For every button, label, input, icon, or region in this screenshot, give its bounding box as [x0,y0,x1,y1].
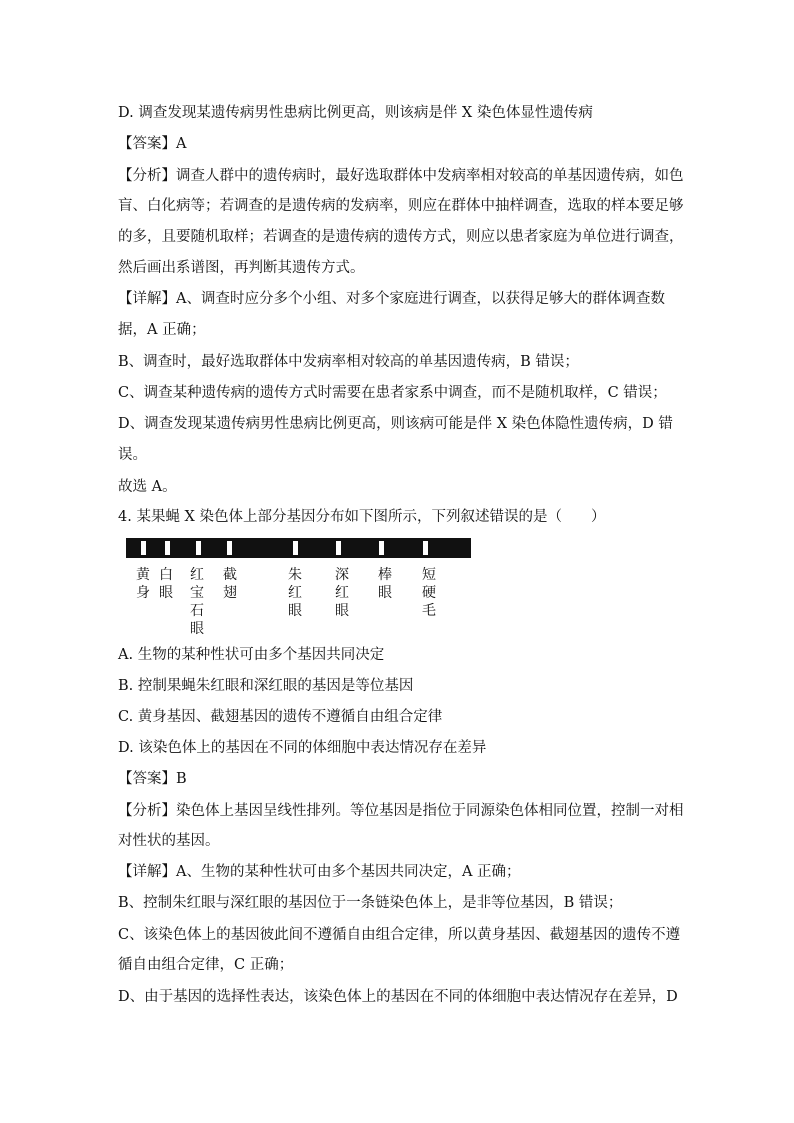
explanation-line: 【详解】A、生物的某种性状可由多个基因共同决定，A 正确； [118,864,521,880]
gene-band [293,541,298,555]
gene-label: 黄身 [136,567,150,601]
gene-band [379,541,384,555]
analysis-line: 【分析】染色体上基因呈线性排列。等位基因是指位于同源染色体相同位置，控制一对相 [118,803,684,819]
gene-band [227,541,232,555]
analysis-line: 对性状的基因。 [118,833,220,849]
analysis-line: 然后画出系谱图，再判断其遗传方式。 [118,260,365,276]
gene-label: 棒眼 [378,567,392,601]
explanation-line: B、调查时，最好选取群体中发病率相对较高的单基因遗传病，B 错误； [118,354,579,370]
conclusion-line: 故选 A。 [118,479,177,495]
gene-band [196,541,201,555]
question-title: 4. 某果蝇 X 染色体上部分基因分布如下图所示，下列叙述错误的是（ ） [118,509,606,525]
explanation-line: B、控制朱红眼与深红眼的基因位于一条链染色体上，是非等位基因，B 错误； [118,895,623,911]
analysis-line: 的多，且要随机取样；若调查的是遗传病的遗传方式，则应以患者家庭为单位进行调查， [118,229,684,245]
analysis-line: 【分析】调查人群中的遗传病时，最好选取群体中发病率相对较高的单基因遗传病，如色 [118,168,684,184]
gene-band [423,541,428,555]
option-d-text: D. 调查发现某遗传病男性患病比例更高，则该病是伴 X 染色体显性遗传病 [118,105,593,121]
gene-band [165,541,170,555]
explanation-line: 【详解】A、调查时应分多个小组、对多个家庭进行调查，以获得足够大的群体调查数 [118,291,665,307]
option-c: C. 黄身基因、截翅基因的遗传不遵循自由组合定律 [118,709,443,725]
gene-label: 短硬毛 [422,567,436,619]
explanation-line: 循自由组合定律，C 正确； [118,957,294,973]
analysis-line: 盲、白化病等；若调查的是遗传病的发病率，则应在群体中抽样调查，选取的样本要足够 [118,198,684,214]
answer-line: 【答案】A [118,136,187,152]
option-d: D. 该染色体上的基因在不同的体细胞中表达情况存在差异 [118,740,487,756]
explanation-line: C、调查某种遗传病的遗传方式时需要在患者家系中调查，而不是随机取样，C 错误； [118,385,667,401]
explanation-line: D、由于基因的选择性表达，该染色体上的基因在不同的体细胞中表达情况存在差异，D [118,989,678,1005]
gene-band [336,541,341,555]
explanation-line: 据，A 正确； [118,322,206,338]
gene-label: 深红眼 [335,567,349,619]
explanation-line: D、调查发现某遗传病男性患病比例更高，则该病可能是伴 X 染色体隐性遗传病，D 错 [118,416,673,432]
answer-line: 【答案】B [118,771,187,787]
explanation-line: C、该染色体上的基因彼此间不遵循自由组合定律，所以黄身基因、截翅基因的遗传不遵 [118,927,681,943]
gene-band [141,541,146,555]
gene-label: 白眼 [159,567,173,601]
explanation-line: 误。 [118,447,147,463]
gene-label: 截翅 [223,567,237,601]
chromosome-bar [126,538,471,558]
option-a: A. 生物的某种性状可由多个基因共同决定 [118,647,385,663]
option-b: B. 控制果蝇朱红眼和深红眼的基因是等位基因 [118,678,414,694]
gene-label: 朱红眼 [288,567,302,619]
gene-label: 红宝石眼 [190,567,204,637]
